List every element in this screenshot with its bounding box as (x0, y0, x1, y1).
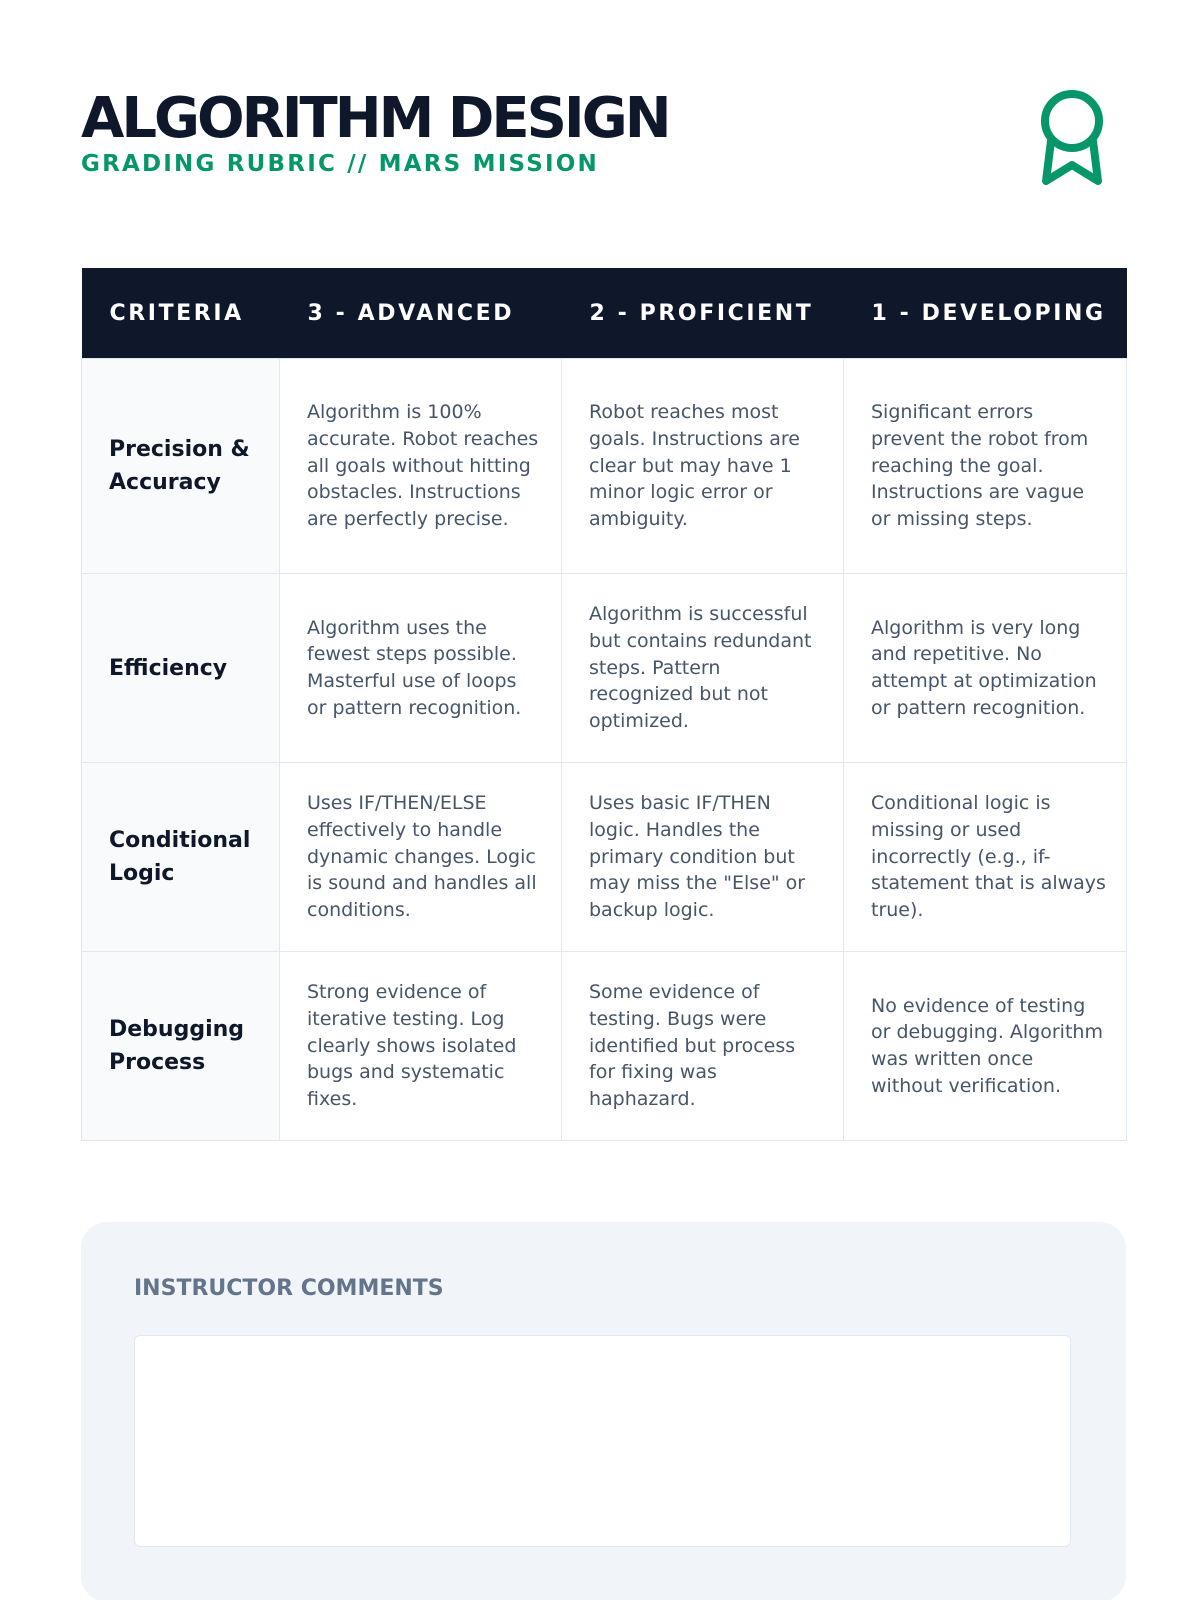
table-row (82, 574, 1127, 763)
proficient-cell: Some evidence of testing. Bugs were identified but process for fixing was haphazard. (562, 952, 844, 1141)
instructor-comments-label: INSTRUCTOR COMMENTS (134, 1276, 444, 1301)
instructor-comments-input[interactable] (134, 1335, 1071, 1547)
criteria-cell: Conditional Logic (82, 763, 280, 952)
page-title: ALGORITHM DESIGN (81, 86, 669, 151)
criteria-cell: Precision & Accuracy (82, 359, 280, 574)
rubric-header-row (82, 268, 1127, 359)
advanced-cell: Uses IF/THEN/ELSE effectively to handle dynamic changes. Logic is sound and handles all conditions. (280, 763, 562, 952)
advanced-cell: Algorithm uses the fewest steps possible. Masterful use of loops or pattern recognition. (280, 574, 562, 763)
table-row (82, 952, 1127, 1141)
column-header-advanced: 3 - ADVANCED (280, 268, 562, 359)
developing-cell: No evidence of testing or debugging. Algorithm was written once without verification. (844, 952, 1127, 1141)
table-row (82, 763, 1127, 952)
criteria-cell: Debugging Process (82, 952, 280, 1141)
developing-cell: Conditional logic is missing or used incorrectly (e.g., if-statement that is always true). (844, 763, 1127, 952)
developing-cell: Significant errors prevent the robot from reaching the goal. Instructions are vague or missing steps. (844, 359, 1127, 574)
advanced-cell: Algorithm is 100% accurate. Robot reaches all goals without hitting obstacles. Instructions are perfectly precise. (280, 359, 562, 574)
rubric-table (81, 268, 1127, 1141)
page-subtitle: GRADING RUBRIC // MARS MISSION (81, 151, 599, 177)
proficient-cell: Algorithm is successful but contains redundant steps. Pattern recognized but not optimized. (562, 574, 844, 763)
column-header-proficient: 2 - PROFICIENT (562, 268, 844, 359)
instructor-comments-panel (81, 1222, 1126, 1600)
developing-cell: Algorithm is very long and repetitive. No attempt at optimization or pattern recognition. (844, 574, 1127, 763)
proficient-cell: Robot reaches most goals. Instructions are clear but may have 1 minor logic error or ambiguity. (562, 359, 844, 574)
proficient-cell: Uses basic IF/THEN logic. Handles the primary condition but may miss the "Else" or backup logic. (562, 763, 844, 952)
page-header (81, 88, 1121, 178)
award-ribbon-icon (1036, 83, 1108, 187)
table-row (82, 359, 1127, 574)
column-header-developing: 1 - DEVELOPING (844, 268, 1127, 359)
column-header-criteria: CRITERIA (82, 268, 280, 359)
advanced-cell: Strong evidence of iterative testing. Log clearly shows isolated bugs and systematic fixes. (280, 952, 562, 1141)
criteria-cell: Efficiency (82, 574, 280, 763)
